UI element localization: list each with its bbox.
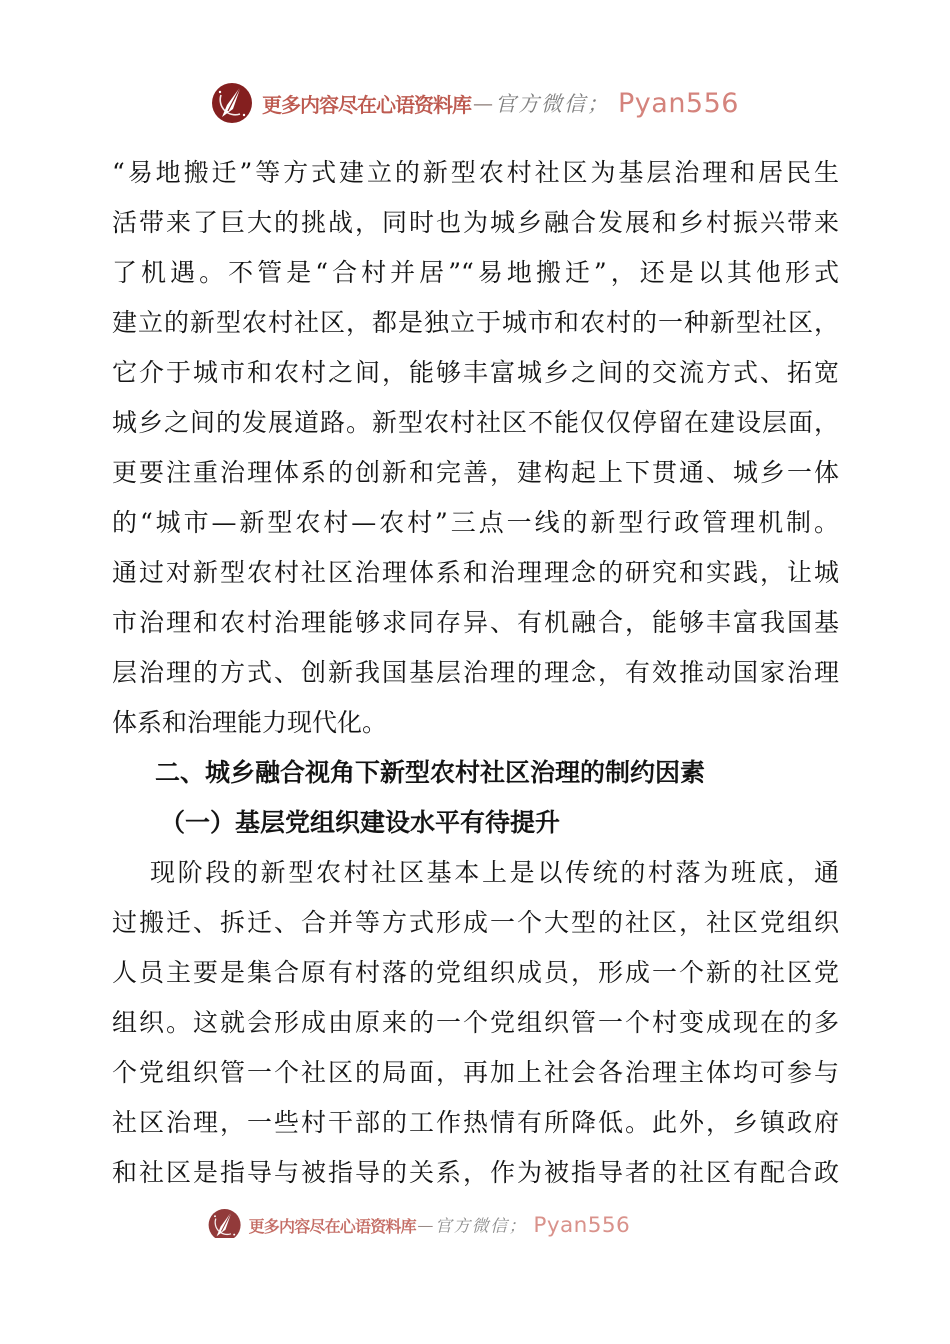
paragraph-line: 的“城市—新型农村—农村”三点一线的新型行政管理机制。 (112, 508, 839, 537)
watermark-wechat-id: Pyan556 (618, 87, 739, 119)
paragraph-line: 通过对新型农村社区治理体系和治理理念的研究和实践，让城 (112, 558, 839, 587)
paragraph-line: 它介于城市和农村之间，能够丰富城乡之间的交流方式、拓宽 (112, 358, 839, 387)
watermark-wechat-id: Pyan556 (533, 1212, 631, 1238)
watermark-dash: — (417, 1215, 434, 1235)
watermark-wechat-label: 官方微信； (495, 92, 611, 116)
footer-watermark-clip (0, 1207, 950, 1238)
subsection-heading: （一）基层党组织建设水平有待提升 (160, 808, 561, 837)
pen-nib-circle-icon (211, 82, 253, 124)
paragraph-line: 活带来了巨大的挑战，同时也为城乡融合发展和乡村振兴带来 (112, 208, 839, 237)
paragraph-line: 个党组织管一个社区的局面，再加上社会各治理主体均可参与 (112, 1058, 839, 1087)
pen-nib-circle-icon (208, 1208, 242, 1238)
paragraph-line: 建立的新型农村社区，都是独立于城市和农村的一种新型社区， (112, 308, 839, 337)
paragraph-line: 层治理的方式、创新我国基层治理的理念，有效推动国家治理 (112, 658, 839, 687)
section-heading: 二、城乡融合视角下新型农村社区治理的制约因素 (155, 758, 706, 787)
paragraph-line: 体系和治理能力现代化。 (112, 708, 388, 737)
paragraph-line: 现阶段的新型农村社区基本上是以传统的村落为班底，通 (150, 858, 839, 887)
paragraph-line: 了机遇。不管是“合村并居”“易地搬迁”，还是以其他形式 (112, 258, 839, 287)
watermark-dash: — (473, 91, 494, 115)
paragraph-line: 人员主要是集合原有村落的党组织成员，形成一个新的社区党 (112, 958, 839, 987)
paragraph-line: 过搬迁、拆迁、合并等方式形成一个大型的社区，社区党组织 (112, 908, 839, 937)
paragraph-line: 社区治理，一些村干部的工作热情有所降低。此外，乡镇政府 (112, 1108, 839, 1137)
watermark-text: 更多内容尽在心语资料库 (262, 92, 472, 117)
paragraph-line: 城乡之间的发展道路。新型农村社区不能仅仅停留在建设层面， (112, 408, 839, 437)
header-watermark (0, 80, 950, 126)
watermark-text: 更多内容尽在心语资料库 (248, 1216, 416, 1236)
footer-watermark (39, 1209, 799, 1238)
document-body (112, 148, 839, 1198)
watermark-wechat-label: 官方微信； (435, 1216, 528, 1236)
paragraph-line: 和社区是指导与被指导的关系，作为被指导者的社区有配合政 (112, 1158, 839, 1187)
paragraph-line: “易地搬迁”等方式建立的新型农村社区为基层治理和居民生 (112, 158, 839, 187)
paragraph-line: 组织。这就会形成由原来的一个党组织管一个村变成现在的多 (112, 1008, 839, 1037)
paragraph-line: 市治理和农村治理能够求同存异、有机融合，能够丰富我国基 (112, 608, 839, 637)
paragraph-line: 更要注重治理体系的创新和完善，建构起上下贯通、城乡一体 (112, 458, 839, 487)
